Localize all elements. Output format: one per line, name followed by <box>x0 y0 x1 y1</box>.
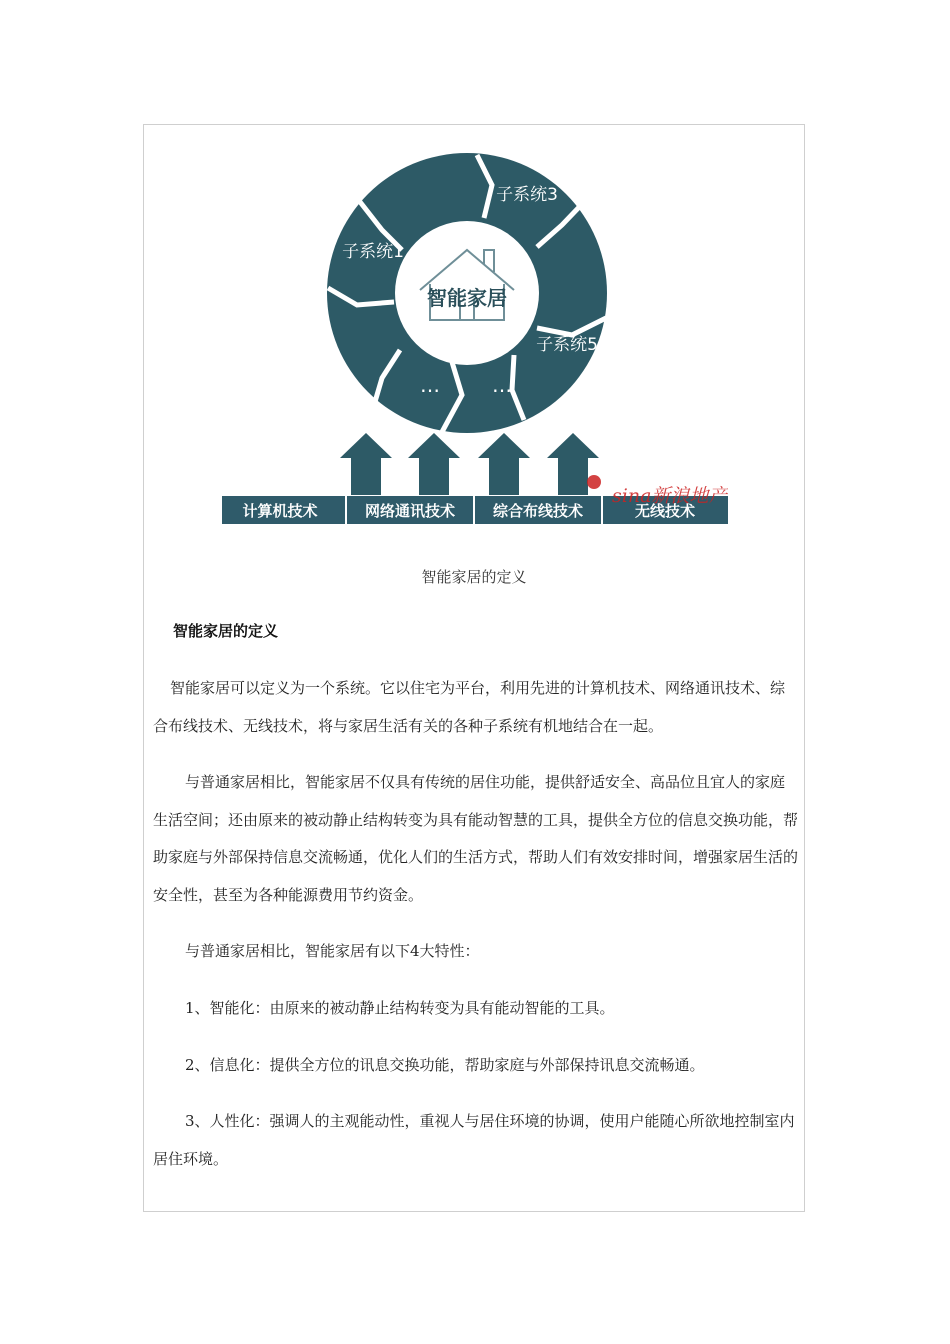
segment-label: 子系统5 <box>536 335 598 355</box>
section-heading: 智能家居的定义 <box>173 622 279 640</box>
segment-label: 子系统3 <box>496 185 558 205</box>
segment-label: 子系统1 <box>342 242 404 262</box>
figure-caption: 智能家居的定义 <box>421 568 527 586</box>
segment-label: … <box>492 373 518 397</box>
paragraph-comparison: 与普通家居相比，智能家居不仅具有传统的居住功能，提供舒适安全、高品位且宜人的家庭生活空间；还由原来的被动静止结构转变为具有能动智慧的工具，提供全方位的信息交换功能，帮助家庭与外部保持信息交流畅通，优化人们的生活方式，帮助人们有效安排时间，增强家居生活的安全性，甚至为各种能源费用节约资金。 <box>153 773 799 904</box>
feature-item: 2、信息化：提供全方位的讯息交换功能，帮助家庭与外部保持讯息交流畅通。 <box>185 1056 705 1074</box>
svg-text:sina新浪地产: sina新浪地产 <box>612 485 728 507</box>
smart-home-diagram <box>222 150 728 530</box>
paragraph-features-intro: 与普通家居相比，智能家居有以下4大特性： <box>185 942 480 960</box>
paragraph-definition: 智能家居可以定义为一个系统。它以住宅为平台，利用先进的计算机技术、网络通讯技术、综合布线技术、无线技术，将与家居生活有关的各种子系统有机地结合在一起。 <box>153 679 786 735</box>
tech-label: 综合布线技术 <box>492 502 584 520</box>
center-label: 智能家居 <box>427 286 507 310</box>
tech-label: 计算机技术 <box>242 502 318 520</box>
up-arrow-icons <box>340 433 599 495</box>
tech-label: 网络通讯技术 <box>364 502 456 520</box>
feature-item: 1、智能化：由原来的被动静止结构转变为具有能动智能的工具。 <box>185 999 615 1017</box>
tech-label: 无线技术 <box>634 502 696 520</box>
segment-label: … <box>420 373 446 397</box>
feature-item: 3、人性化：强调人的主观能动性，重视人与居住环境的协调，使用户能随心所欲地控制室内居住环境。 <box>153 1112 795 1168</box>
